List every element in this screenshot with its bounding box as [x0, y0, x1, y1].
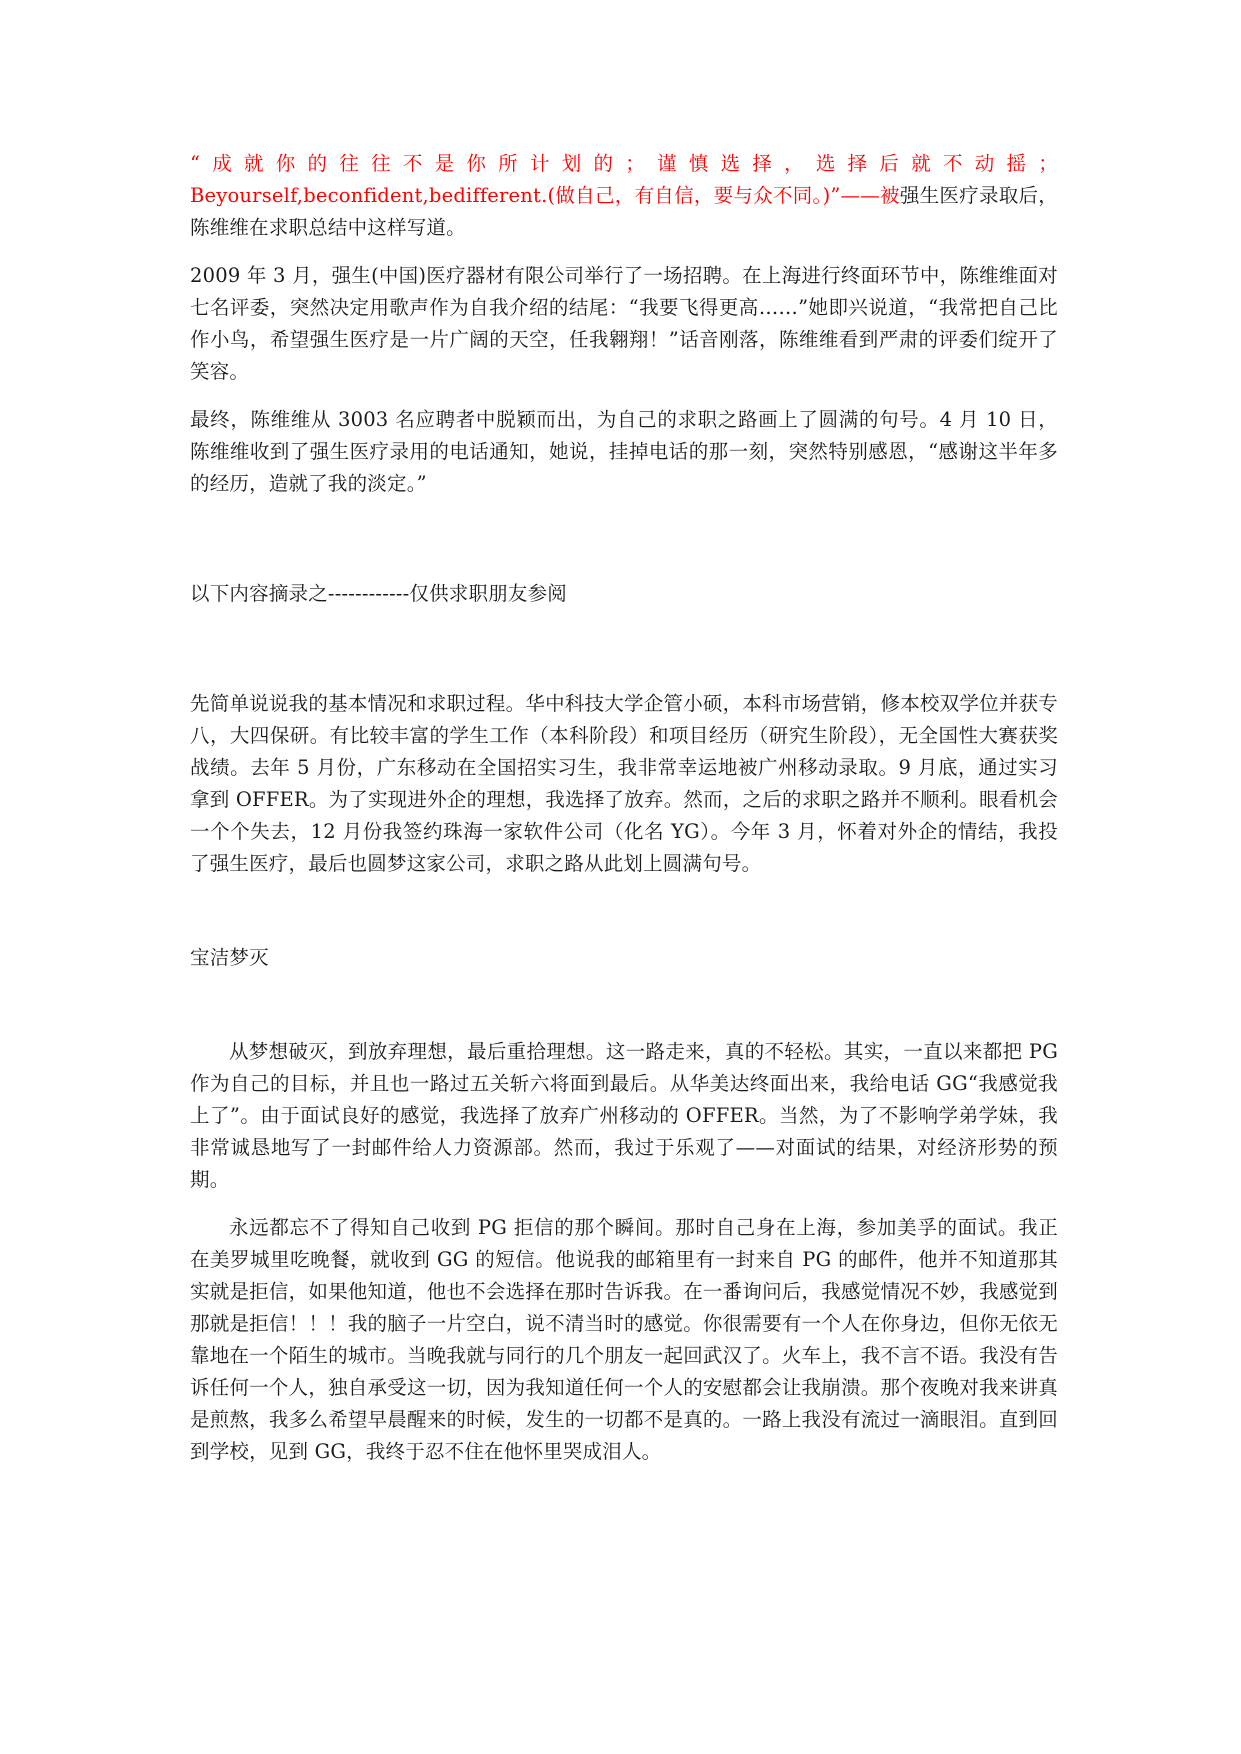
intro-quote-paragraph — [190, 148, 1058, 244]
paragraph-2009-recruitment: 2009 年 3 月，强生(中国)医疗器材有限公司举行了一场招聘。在上海进行终面环节中，陈维维面对七名评委，突然决定用歌声作为自我介绍的结尾：“我要飞得更高……”她即兴说道，“我常把自己比作小鸟，希望强生医疗是一片广阔的天空，任我翱翔！”话音刚落，陈维维看到严肃的评委们绽开了笑容。 — [190, 264, 1058, 383]
paragraph-dream-broken: 从梦想破灭，到放弃理想，最后重拾理想。这一路走来，真的不轻松。其实，一直以来都把 PG 作为自己的目标，并且也一路过五关斩六将面到最后。从华美达终面出来，我给电话 GG“我感觉我上了”。由于面试良好的感觉，我选择了放弃广州移动的 OFFER。当然，为了不影响学弟学妹，我非常诚恳地写了一封邮件给人力资源部。然而，我过于乐观了——对面试的结果，对经济形势的预期。 — [190, 1040, 1058, 1191]
excerpt-heading: 以下内容摘录之------------仅供求职朋友参阅 — [190, 582, 567, 605]
intro-quote-tail: 强生医疗录取后，陈维维在求职总结中这样写道。 — [190, 184, 1058, 239]
paragraph-final-offer: 最终，陈维维从 3003 名应聘者中脱颖而出，为自己的求职之路画上了圆满的句号。4 月 10 日，陈维维收到了强生医疗录用的电话通知，她说，挂掉电话的那一刻，突然特别感恩，“感谢这半年多的经历，造就了我的淡定。” — [190, 408, 1058, 495]
paragraph-rejection-moment: 永远都忘不了得知自己收到 PG 拒信的那个瞬间。那时自己身在上海，参加美孚的面试。我正在美罗城里吃晚餐，就收到 GG 的短信。他说我的邮箱里有一封来自 PG 的邮件，他并不知道那其实就是拒信，如果他知道，他也不会选择在那时告诉我。在一番询问后，我感觉情况不妙，我感觉到那就是拒信！！！我的脑子一片空白，说不清当时的感觉。你很需要有一个人在你身边，但你无依无靠地在一个陌生的城市。当晚我就与同行的几个朋友一起回武汉了。火车上，我不言不语。我没有告诉任何一个人，独自承受这一切，因为我知道任何一个人的安慰都会让我崩溃。那个夜晚对我来讲真是煎熬，我多么希望早晨醒来的时候，发生的一切都不是真的。一路上我没有流过一滴眼泪。直到回到学校，见到 GG，我终于忍不住在他怀里哭成泪人。 — [190, 1216, 1058, 1463]
section-heading-pg-dream: 宝洁梦灭 — [190, 946, 269, 969]
document-body — [190, 148, 1058, 1468]
paragraph-self-intro: 先简单说说我的基本情况和求职过程。华中科技大学企管小硕，本科市场营销，修本校双学位并获专八，大四保研。有比较丰富的学生工作（本科阶段）和项目经历（研究生阶段），无全国性大赛获奖战绩。去年 5 月份，广东移动在全国招实习生，我非常幸运地被广州移动录取。9 月底，通过实习拿到 OFFER。为了实现进外企的理想，我选择了放弃。然而，之后的求职之路并不顺利。眼看机会一个个失去，12 月份我签约珠海一家软件公司（化名 YG）。今年 3 月，怀着对外企的情结，我投了强生医疗，最后也圆梦这家公司，求职之路从此划上圆满句号。 — [190, 692, 1058, 875]
intro-quote-red: “成就你的往往不是你所计划的；谨慎选择，选择后就不动摇；Beyourself,beconfident,bedifferent.(做自己，有自信，要与众不同。)”——被 — [190, 152, 1058, 207]
